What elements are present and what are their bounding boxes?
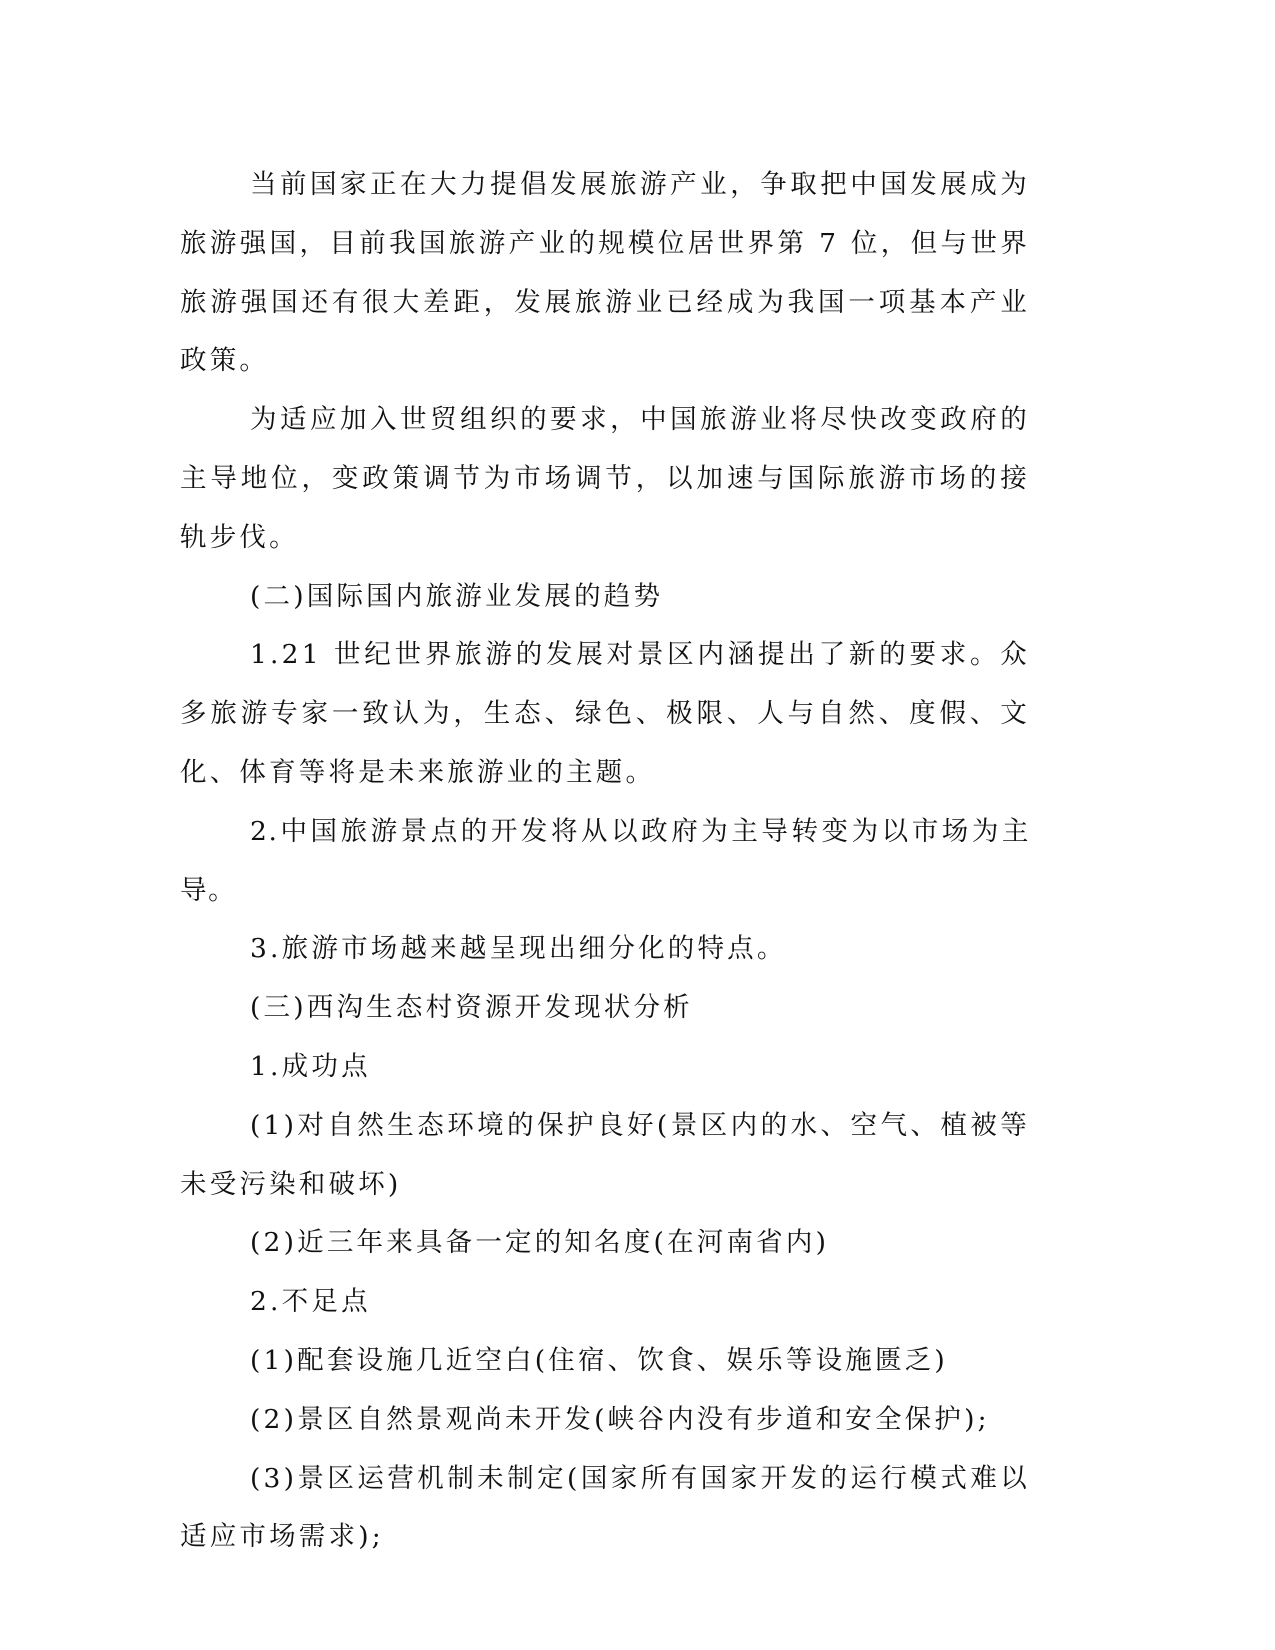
heading-xigou-analysis: (三)西沟生态村资源开发现状分析 — [250, 992, 693, 1024]
paragraph-trend-1: 1.21 世纪世界旅游的发展对景区内涵提出了新的要求。众多旅游专家一致认为，生态、绿色、极限、人与自然、度假、文化、体育等将是未来旅游业的主题。 — [180, 639, 1030, 788]
paragraph-shortcoming-3: (3)景区运营机制未制定(国家所有国家开发的运行模式难以适应市场需求); — [180, 1462, 1030, 1553]
paragraph-success-1: (1)对自然生态环境的保护良好(景区内的水、空气、植被等未受污染和破坏) — [180, 1109, 1030, 1200]
heading-trends: (二)国际国内旅游业发展的趋势 — [250, 580, 664, 612]
paragraph-success-2: (2)近三年来具备一定的知名度(在河南省内) — [250, 1227, 830, 1259]
paragraph-shortcoming-1: (1)配套设施几近空白(住宿、饮食、娱乐等设施匮乏) — [250, 1344, 948, 1376]
paragraph-tourism-policy: 当前国家正在大力提倡发展旅游产业，争取把中国发展成为旅游强国，目前我国旅游产业的规模位居世界第 7 位，但与世界旅游强国还有很大差距，发展旅游业已经成为我国一项基本产业政策。 — [180, 169, 1030, 377]
document-page — [180, 156, 1030, 1567]
paragraph-trend-3: 3.旅游市场越来越呈现出细分化的特点。 — [250, 933, 787, 965]
paragraph-trend-2: 2.中国旅游景点的开发将从以政府为主导转变为以市场为主导。 — [180, 815, 1030, 906]
paragraph-wto-adaptation: 为适应加入世贸组织的要求，中国旅游业将尽快改变政府的主导地位，变政策调节为市场调节，以加速与国际旅游市场的接轨步伐。 — [180, 404, 1030, 553]
heading-successes: 1.成功点 — [250, 1050, 371, 1082]
paragraph-shortcoming-2: (2)景区自然景观尚未开发(峡谷内没有步道和安全保护); — [250, 1403, 990, 1435]
heading-shortcomings: 2.不足点 — [250, 1286, 371, 1318]
